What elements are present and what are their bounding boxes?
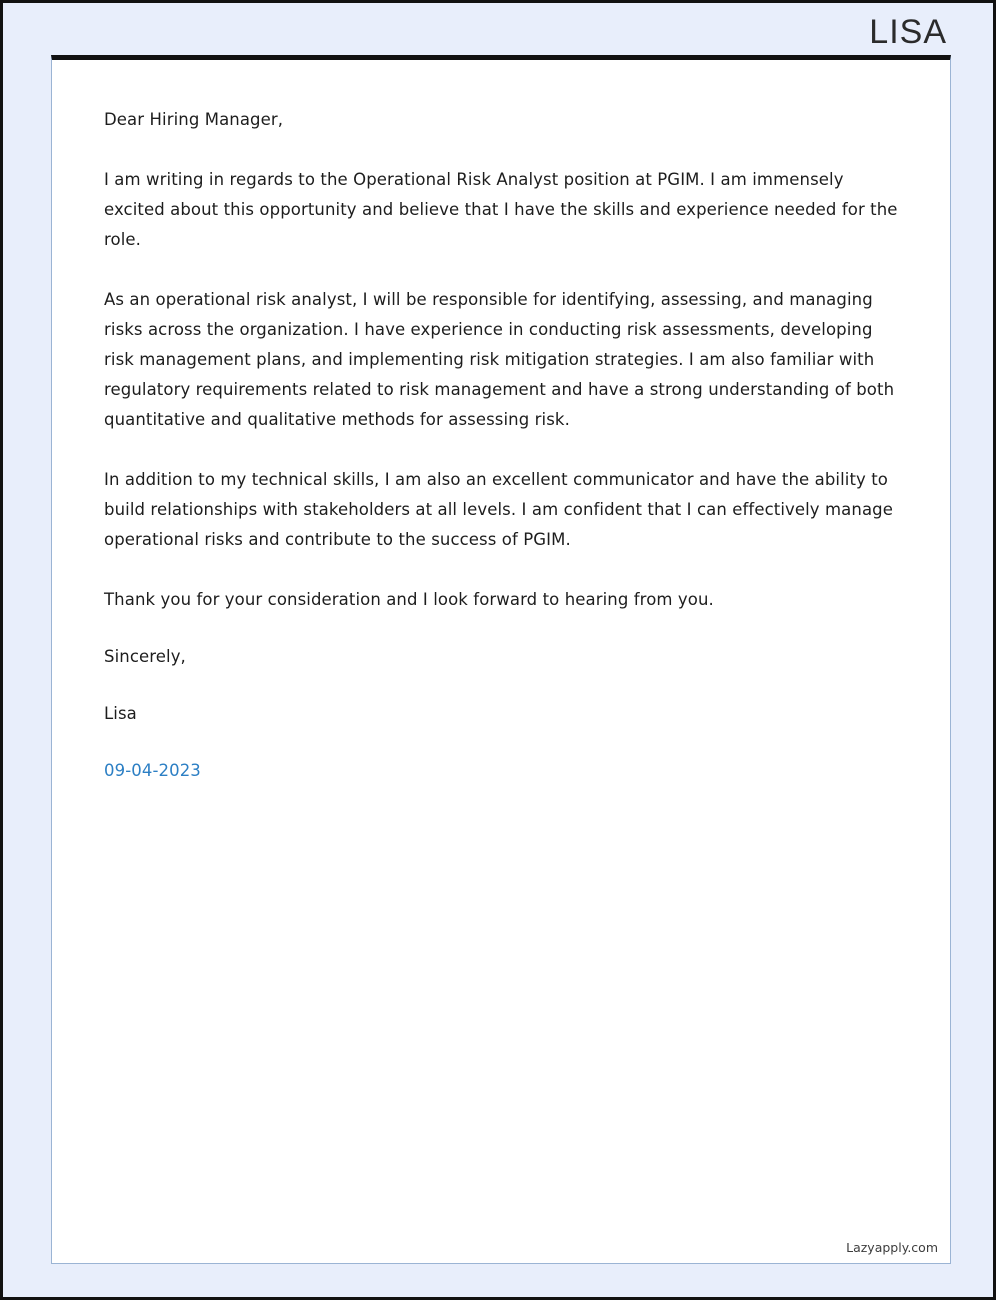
letter-paragraph-1: I am writing in regards to the Operational Risk Analyst position at PGIM. I am immensely excited about this opportunity and believe that I have the skills and experience needed for the role. xyxy=(104,170,898,250)
footer-site-label: Lazyapply.com xyxy=(846,1240,938,1255)
brand-logo: LISA xyxy=(869,13,947,51)
letter-signature-name: Lisa xyxy=(104,704,137,724)
letter-paragraph-2: As an operational risk analyst, I will be responsible for identifying, assessing, and managing risks across the organization. I have experience in conducting risk assessments, developing risk management plans, and implementing risk mitigation strategies. I am also familiar with regulatory requirements related to risk management and have a strong understanding of both quantitative and qualitative methods for assessing risk. xyxy=(104,290,895,430)
letter-paragraph-4: Thank you for your consideration and I look forward to hearing from you. xyxy=(104,590,714,610)
letter-body xyxy=(104,105,904,786)
letter-paragraph-3: In addition to my technical skills, I am also an excellent communicator and have the ability to build relationships with stakeholders at all levels. I am confident that I can effectively manage operational risks and contribute to the success of PGIM. xyxy=(104,470,893,550)
letter-salutation: Dear Hiring Manager, xyxy=(104,110,284,129)
letter-closing: Sincerely, xyxy=(104,647,186,667)
cover-letter-sheet xyxy=(51,55,951,1264)
letter-date: 09-04-2023 xyxy=(104,761,201,781)
